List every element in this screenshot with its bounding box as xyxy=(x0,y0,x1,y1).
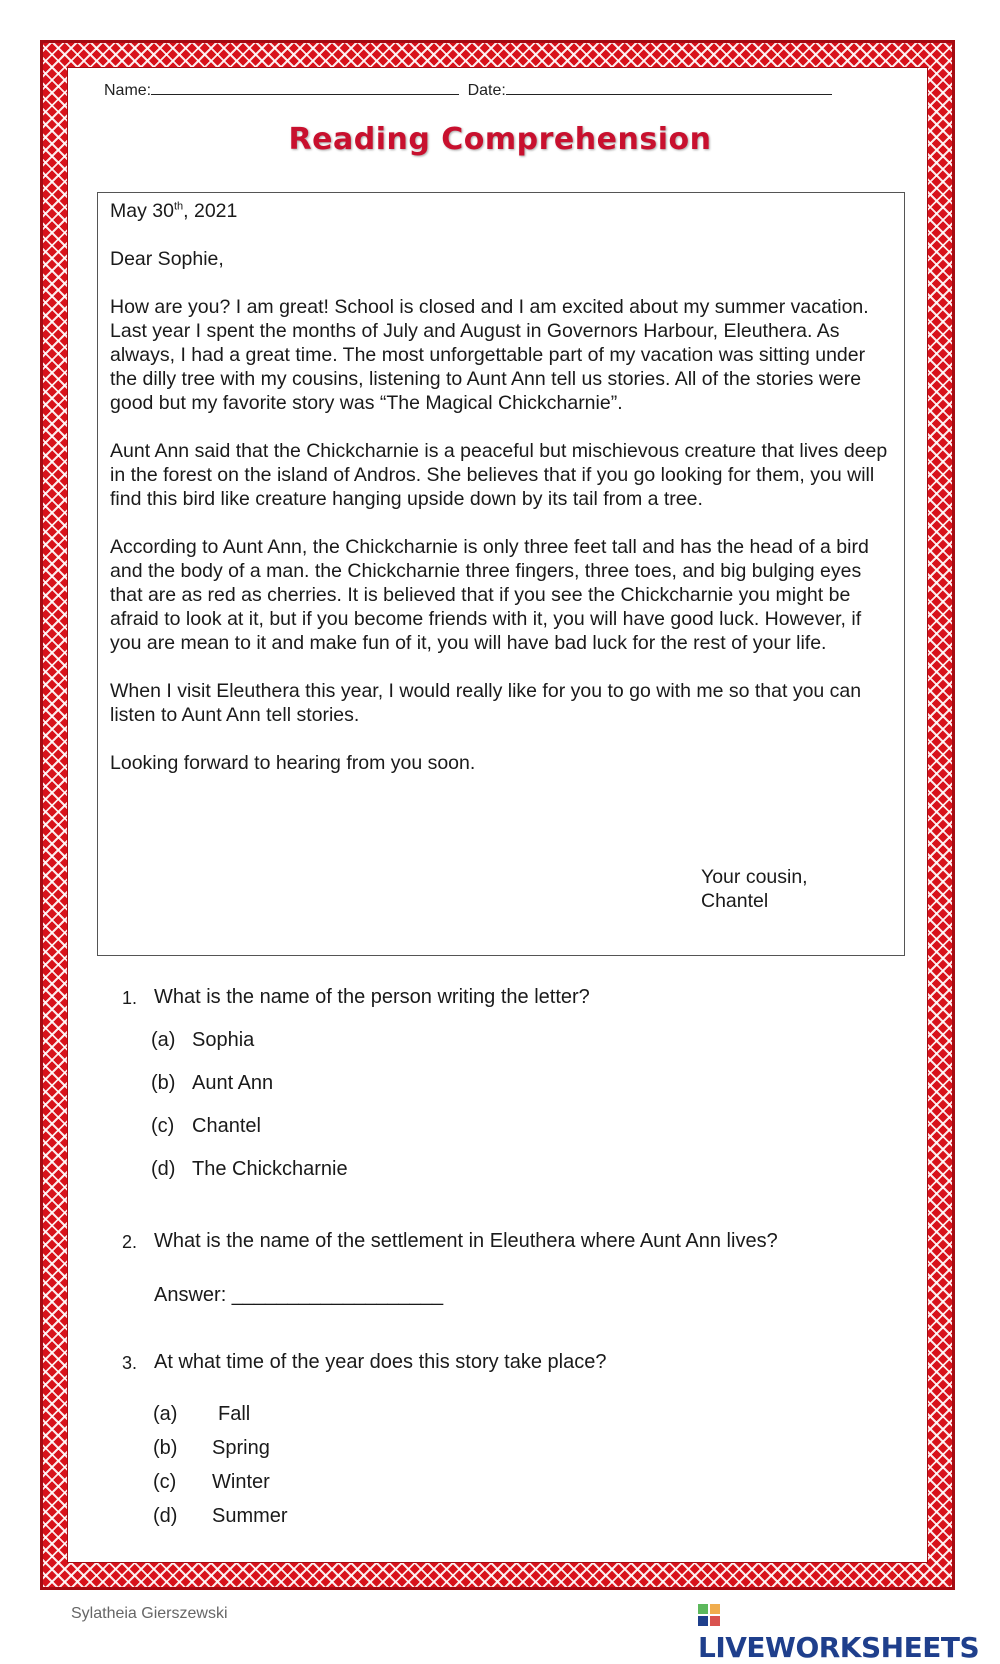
question-2-answer-field[interactable]: Answer: ___________________ xyxy=(154,1284,444,1306)
name-label: Name: xyxy=(104,82,152,99)
letter-greeting: Dear Sophie, xyxy=(110,248,224,270)
letter-closing: Your cousin, xyxy=(701,866,808,888)
author-credit: Sylatheia Gierszewski xyxy=(71,1605,228,1622)
letter-box xyxy=(97,192,905,956)
question-3-number: 3. xyxy=(122,1353,138,1373)
liveworksheets-icon xyxy=(698,1604,720,1626)
name-blank[interactable] xyxy=(151,80,459,95)
letter-signer: Chantel xyxy=(701,890,769,912)
date-label: Date: xyxy=(467,82,506,99)
letter-signature xyxy=(701,865,808,913)
letter-paragraph-1: How are you? I am great! School is closed and I am excited about my summer vacation. Last year I spent the months of July and August in Governors Harbour, Eleuthera. As always, I had a great time. The most unforgettable part of my vacation was sitting under the dilly tree with my cousins, listening to Aunt Ann tell us stories. All of the stories were good but my favorite story was “The Magical Chickcharnie”. xyxy=(110,296,869,414)
question-1-number: 1. xyxy=(122,988,138,1008)
question-1-text: What is the name of the person writing the letter? xyxy=(154,986,590,1008)
page-title: Reading Comprehension xyxy=(288,122,712,157)
question-2-text: What is the name of the settlement in Eleuthera where Aunt Ann lives? xyxy=(154,1230,778,1252)
date-blank[interactable] xyxy=(506,80,832,95)
letter-paragraph-3: According to Aunt Ann, the Chickcharnie is only three feet tall and has the head of a bird and the body of a man. the Chickcharnie three fingers, three toes, and big bulging eyes that are as red as cherries. It is believed that if you see the Chickcharnie you might be afraid to look at it, but if you become friends with it, you will have good luck. However, if you are mean to it and make fun of it, you will have bad luck for the rest of your life. xyxy=(110,536,869,654)
liveworksheets-logo[interactable] xyxy=(698,1598,1000,1664)
letter-date: May 30th, 2021 xyxy=(110,200,238,222)
name-date-line xyxy=(104,80,832,100)
question-3-text: At what time of the year does this story take place? xyxy=(154,1351,607,1373)
letter-paragraph-4: When I visit Eleuthera this year, I would really like for you to go with me so that you can listen to Aunt Ann tell stories. xyxy=(110,680,862,726)
question-2-number: 2. xyxy=(122,1232,138,1252)
liveworksheets-brand: LIVEWORKSHEETS xyxy=(698,1631,980,1664)
letter-paragraph-2: Aunt Ann said that the Chickcharnie is a peaceful but mischievous creature that lives deep in the forest on the island of Andros. She believes that if you go looking for them, you will find this bird like creature hanging upside down by its tail from a tree. xyxy=(110,440,888,510)
letter-paragraph-5: Looking forward to hearing from you soon. xyxy=(110,752,476,774)
